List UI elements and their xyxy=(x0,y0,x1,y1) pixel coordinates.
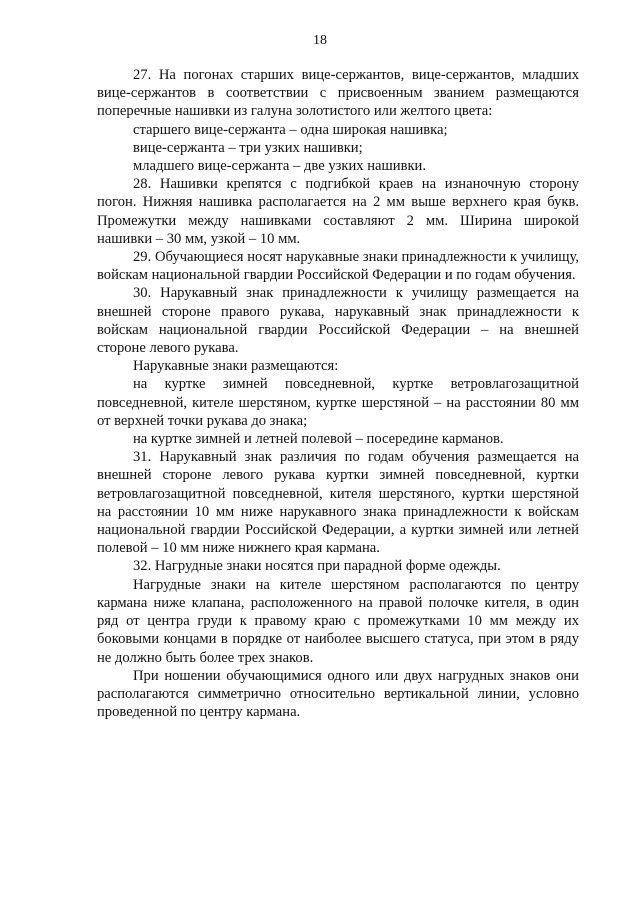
list-item: старшего вице-сержанта – одна широкая нашивка; xyxy=(133,121,448,138)
paragraph-27: 27. На погонах старших вице-сержантов, вице-сержантов, младших вице-сержантов в соответствии с присвоенным званием размещаются поперечные нашивки из галуна золотистого или желтого цвета: xyxy=(97,67,579,120)
paragraph-sleeve-badges-jackets: на куртке зимней повседневной, куртке ветровлагозащитной повседневной, кителе шерстяном, куртке шерстяной – на расстоянии 80 мм от верхней точки рукава до знака; xyxy=(97,376,579,429)
page-number: 18 xyxy=(313,33,327,48)
list-item: младшего вице-сержанта – две узких нашивки. xyxy=(133,158,427,175)
paragraph-30: 30. Нарукавный знак принадлежности к училищу размещается на внешней стороне правого рукава, нарукавный знак принадлежности к войскам национальной гвардии Российской Федерации – на внешней стороне левого рукава. xyxy=(97,285,579,357)
paragraph-sleeve-badges-intro: Нарукавные знаки размещаются: xyxy=(133,358,339,375)
document-body xyxy=(97,66,579,721)
paragraph-breast-badges-symmetry: При ношении обучающимися одного или двух нагрудных знаков они располагаются симметрично относительно вертикальной линии, условно проведенной по центру кармана. xyxy=(97,667,579,721)
paragraph-29: 29. Обучающиеся носят нарукавные знаки принадлежности к училищу, войскам национальной гвардии Российской Федерации и по годам обучения. xyxy=(97,249,579,284)
paragraph-sleeve-badges-field: на куртке зимней и летней полевой – посередине карманов. xyxy=(133,431,504,448)
paragraph-31: 31. Нарукавный знак различия по годам обучения размещается на внешней стороне левого рукава куртки зимней повседневной, куртки ветровлагозащитной повседневной, кителя шерстяного, куртки шерстяной на расстоянии 10 мм ниже нарукавного знака принадлежности к войскам национальной гвардии Российской Федерации, а куртки зимней или летней полевой – 10 мм ниже нижнего края кармана. xyxy=(97,449,579,557)
list-item: вице-сержанта – три узких нашивки; xyxy=(133,139,363,156)
paragraph-28: 28. Нашивки крепятся с подгибкой краев на изнаночную сторону погон. Нижняя нашивка располагается на 2 мм выше верхнего края букв. Промежутки между нашивками составляют 2 мм. Ширина широкой нашивки – 30 мм, узкой – 10 мм. xyxy=(97,176,579,247)
paragraph-breast-badges-placement: Нагрудные знаки на кителе шерстяном располагаются по центру кармана ниже клапана, расположенного на правой полочке кителя, в один ряд от центра груди к правому краю с промежутками 10 мм между их боковыми концами в порядке от наиболее высшего статуса, при этом в ряду не должно быть более трех знаков. xyxy=(97,576,579,666)
paragraph-32: 32. Нагрудные знаки носятся при парадной форме одежды. xyxy=(133,558,501,575)
